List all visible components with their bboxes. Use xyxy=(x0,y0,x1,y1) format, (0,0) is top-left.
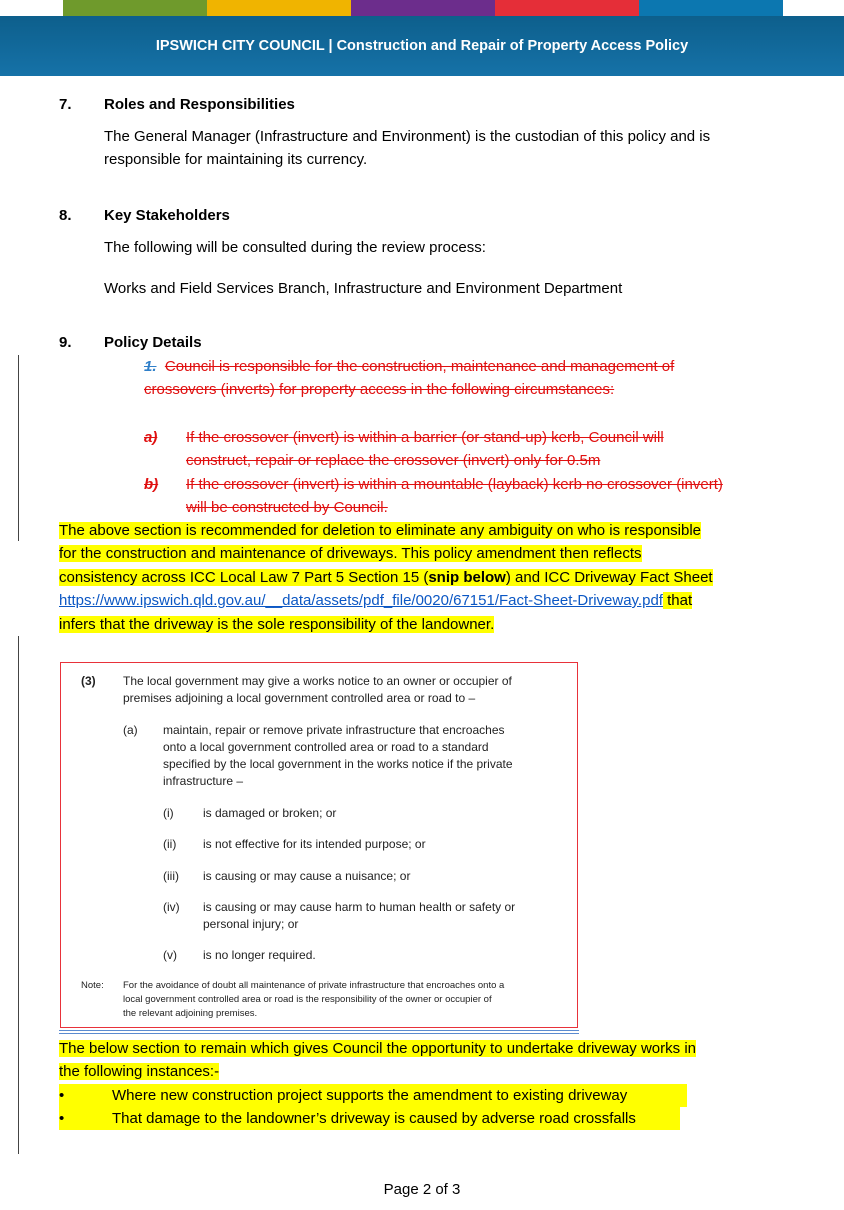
snip-note-line-1: For the avoidance of doubt all maintenance of private infrastructure that encroaches onto a xyxy=(123,980,505,991)
revision-change-bar xyxy=(18,636,19,1154)
comment-text-3a: consistency across ICC Local Law 7 Part 5 Section 15 ( xyxy=(59,569,429,586)
snip-item-label: (iv) xyxy=(163,900,180,914)
snip-item-text: is causing or may cause a nuisance; or xyxy=(203,869,411,883)
color-band-red xyxy=(495,0,639,16)
bullet-item xyxy=(59,1107,680,1130)
bullet-icon: • xyxy=(59,1110,65,1127)
bullet-icon: • xyxy=(59,1087,65,1104)
page-header xyxy=(0,16,844,76)
section-7-heading: Roles and Responsibilities xyxy=(104,96,295,113)
driveway-fact-sheet-link[interactable]: https://www.ipswich.qld.gov.au/__data/assets/pdf_file/0020/67151/Fact-Sheet-Driveway.pdf xyxy=(59,592,663,609)
snip-intro-line-1: The local government may give a works notice to an owner or occupier of xyxy=(123,674,512,688)
snip-subsection-number: (3) xyxy=(81,674,96,688)
color-band-blue xyxy=(639,0,783,16)
deleted-item-b-line-1: If the crossover (invert) is within a mountable (layback) kerb no crossover (invert) xyxy=(186,476,723,493)
deleted-item-1-line-1: Council is responsible for the construction, maintenance and management of xyxy=(164,358,675,375)
section-8-heading: Key Stakeholders xyxy=(104,207,230,224)
snip-note-label: Note: xyxy=(81,980,104,991)
snip-intro-line-2: premises adjoining a local government controlled area or road to – xyxy=(123,691,476,705)
comment-line-5 xyxy=(59,613,494,636)
color-band-yellow xyxy=(207,0,351,16)
comment-text-4-tail: that xyxy=(662,592,693,609)
comment-text-3b: ) and ICC Driveway Fact Sheet xyxy=(505,569,713,586)
remain-line-2 xyxy=(59,1060,219,1083)
snip-note-line-3: the relevant adjoining premises. xyxy=(123,1008,258,1019)
remain-text-1: The below section to remain which gives Council the opportunity to undertake driveway works in xyxy=(59,1040,696,1057)
snip-item-text: is no longer required. xyxy=(203,948,316,962)
section-9-number: 9. xyxy=(59,334,72,351)
snip-a-line-1: maintain, repair or remove private infrastructure that encroaches xyxy=(163,723,505,737)
divider-line xyxy=(59,1030,579,1031)
snip-item-text: personal injury; or xyxy=(203,917,299,931)
comment-text-2: for the construction and maintenance of driveways. This policy amendment then reflects xyxy=(59,545,642,562)
snip-item-label: (i) xyxy=(163,806,174,820)
section-7-line-2: responsible for maintaining its currency. xyxy=(104,151,368,168)
revision-change-bar xyxy=(18,355,19,541)
comment-line-3 xyxy=(59,566,713,589)
snip-item-label: (ii) xyxy=(163,837,177,851)
comment-text-5: infers that the driveway is the sole responsibility of the landowner. xyxy=(59,616,495,633)
bullet-item xyxy=(59,1084,687,1107)
section-8-number: 8. xyxy=(59,207,72,224)
snip-item-text: is not effective for its intended purpose; or xyxy=(203,837,426,851)
color-band-purple xyxy=(351,0,495,16)
local-law-snip xyxy=(60,662,578,1028)
snip-a-line-2: onto a local government controlled area or road to a standard xyxy=(163,740,489,754)
section-9-heading: Policy Details xyxy=(104,334,202,351)
snip-item-label: (v) xyxy=(163,948,177,962)
deleted-item-a-number: a) xyxy=(144,429,158,446)
remain-line-1 xyxy=(59,1037,696,1060)
section-7-line-1: The General Manager (Infrastructure and Environment) is the custodian of this policy and is xyxy=(104,128,711,145)
snip-a-label: (a) xyxy=(123,723,138,737)
header-title: IPSWICH CITY COUNCIL | Construction and Repair of Property Access Policy xyxy=(155,38,689,54)
snip-note-line-2: local government controlled area or road is the responsibility of the owner or occupier of xyxy=(123,994,492,1005)
page-number: Page 2 of 3 xyxy=(383,1181,461,1198)
snip-a-line-4: infrastructure – xyxy=(163,774,244,788)
bullet-text: That damage to the landowner’s driveway is caused by adverse road crossfalls xyxy=(112,1110,636,1127)
comment-line-2 xyxy=(59,542,642,565)
header-color-bar xyxy=(63,0,783,16)
comment-line-1 xyxy=(59,519,701,542)
section-8-paragraph-1: The following will be consulted during the review process: xyxy=(104,239,486,256)
section-7-number: 7. xyxy=(59,96,72,113)
deleted-item-b-number: b) xyxy=(144,476,159,493)
snip-a-line-3: specified by the local government in the works notice if the private xyxy=(163,757,513,771)
deleted-item-1-number: 1. xyxy=(144,358,157,375)
deleted-item-1 xyxy=(144,355,674,378)
remain-text-2: the following instances:- xyxy=(59,1063,220,1080)
snip-item-label: (iii) xyxy=(163,869,179,883)
deleted-item-a-line-2: construct, repair or replace the crossover (invert) only for 0.5m xyxy=(186,452,601,469)
deleted-item-a-line-1: If the crossover (invert) is within a barrier (or stand-up) kerb, Council will xyxy=(186,429,664,446)
deleted-item-1-line-2: crossovers (inverts) for property access in the following circumstances: xyxy=(144,381,615,398)
snip-item-text: is causing or may cause harm to human health or safety or xyxy=(203,900,516,914)
color-band-green xyxy=(63,0,207,16)
bullet-text: Where new construction project supports the amendment to existing driveway xyxy=(112,1087,628,1104)
comment-line-4 xyxy=(59,589,692,612)
snip-item-text: is damaged or broken; or xyxy=(203,806,337,820)
comment-text-1: The above section is recommended for deletion to eliminate any ambiguity on who is responsible xyxy=(59,522,702,539)
comment-snip-below: snip below xyxy=(428,569,506,586)
deleted-item-b-line-2: will be constructed by Council. xyxy=(186,499,388,516)
divider-line xyxy=(59,1033,579,1034)
section-8-paragraph-2: Works and Field Services Branch, Infrastructure and Environment Department xyxy=(104,280,623,297)
